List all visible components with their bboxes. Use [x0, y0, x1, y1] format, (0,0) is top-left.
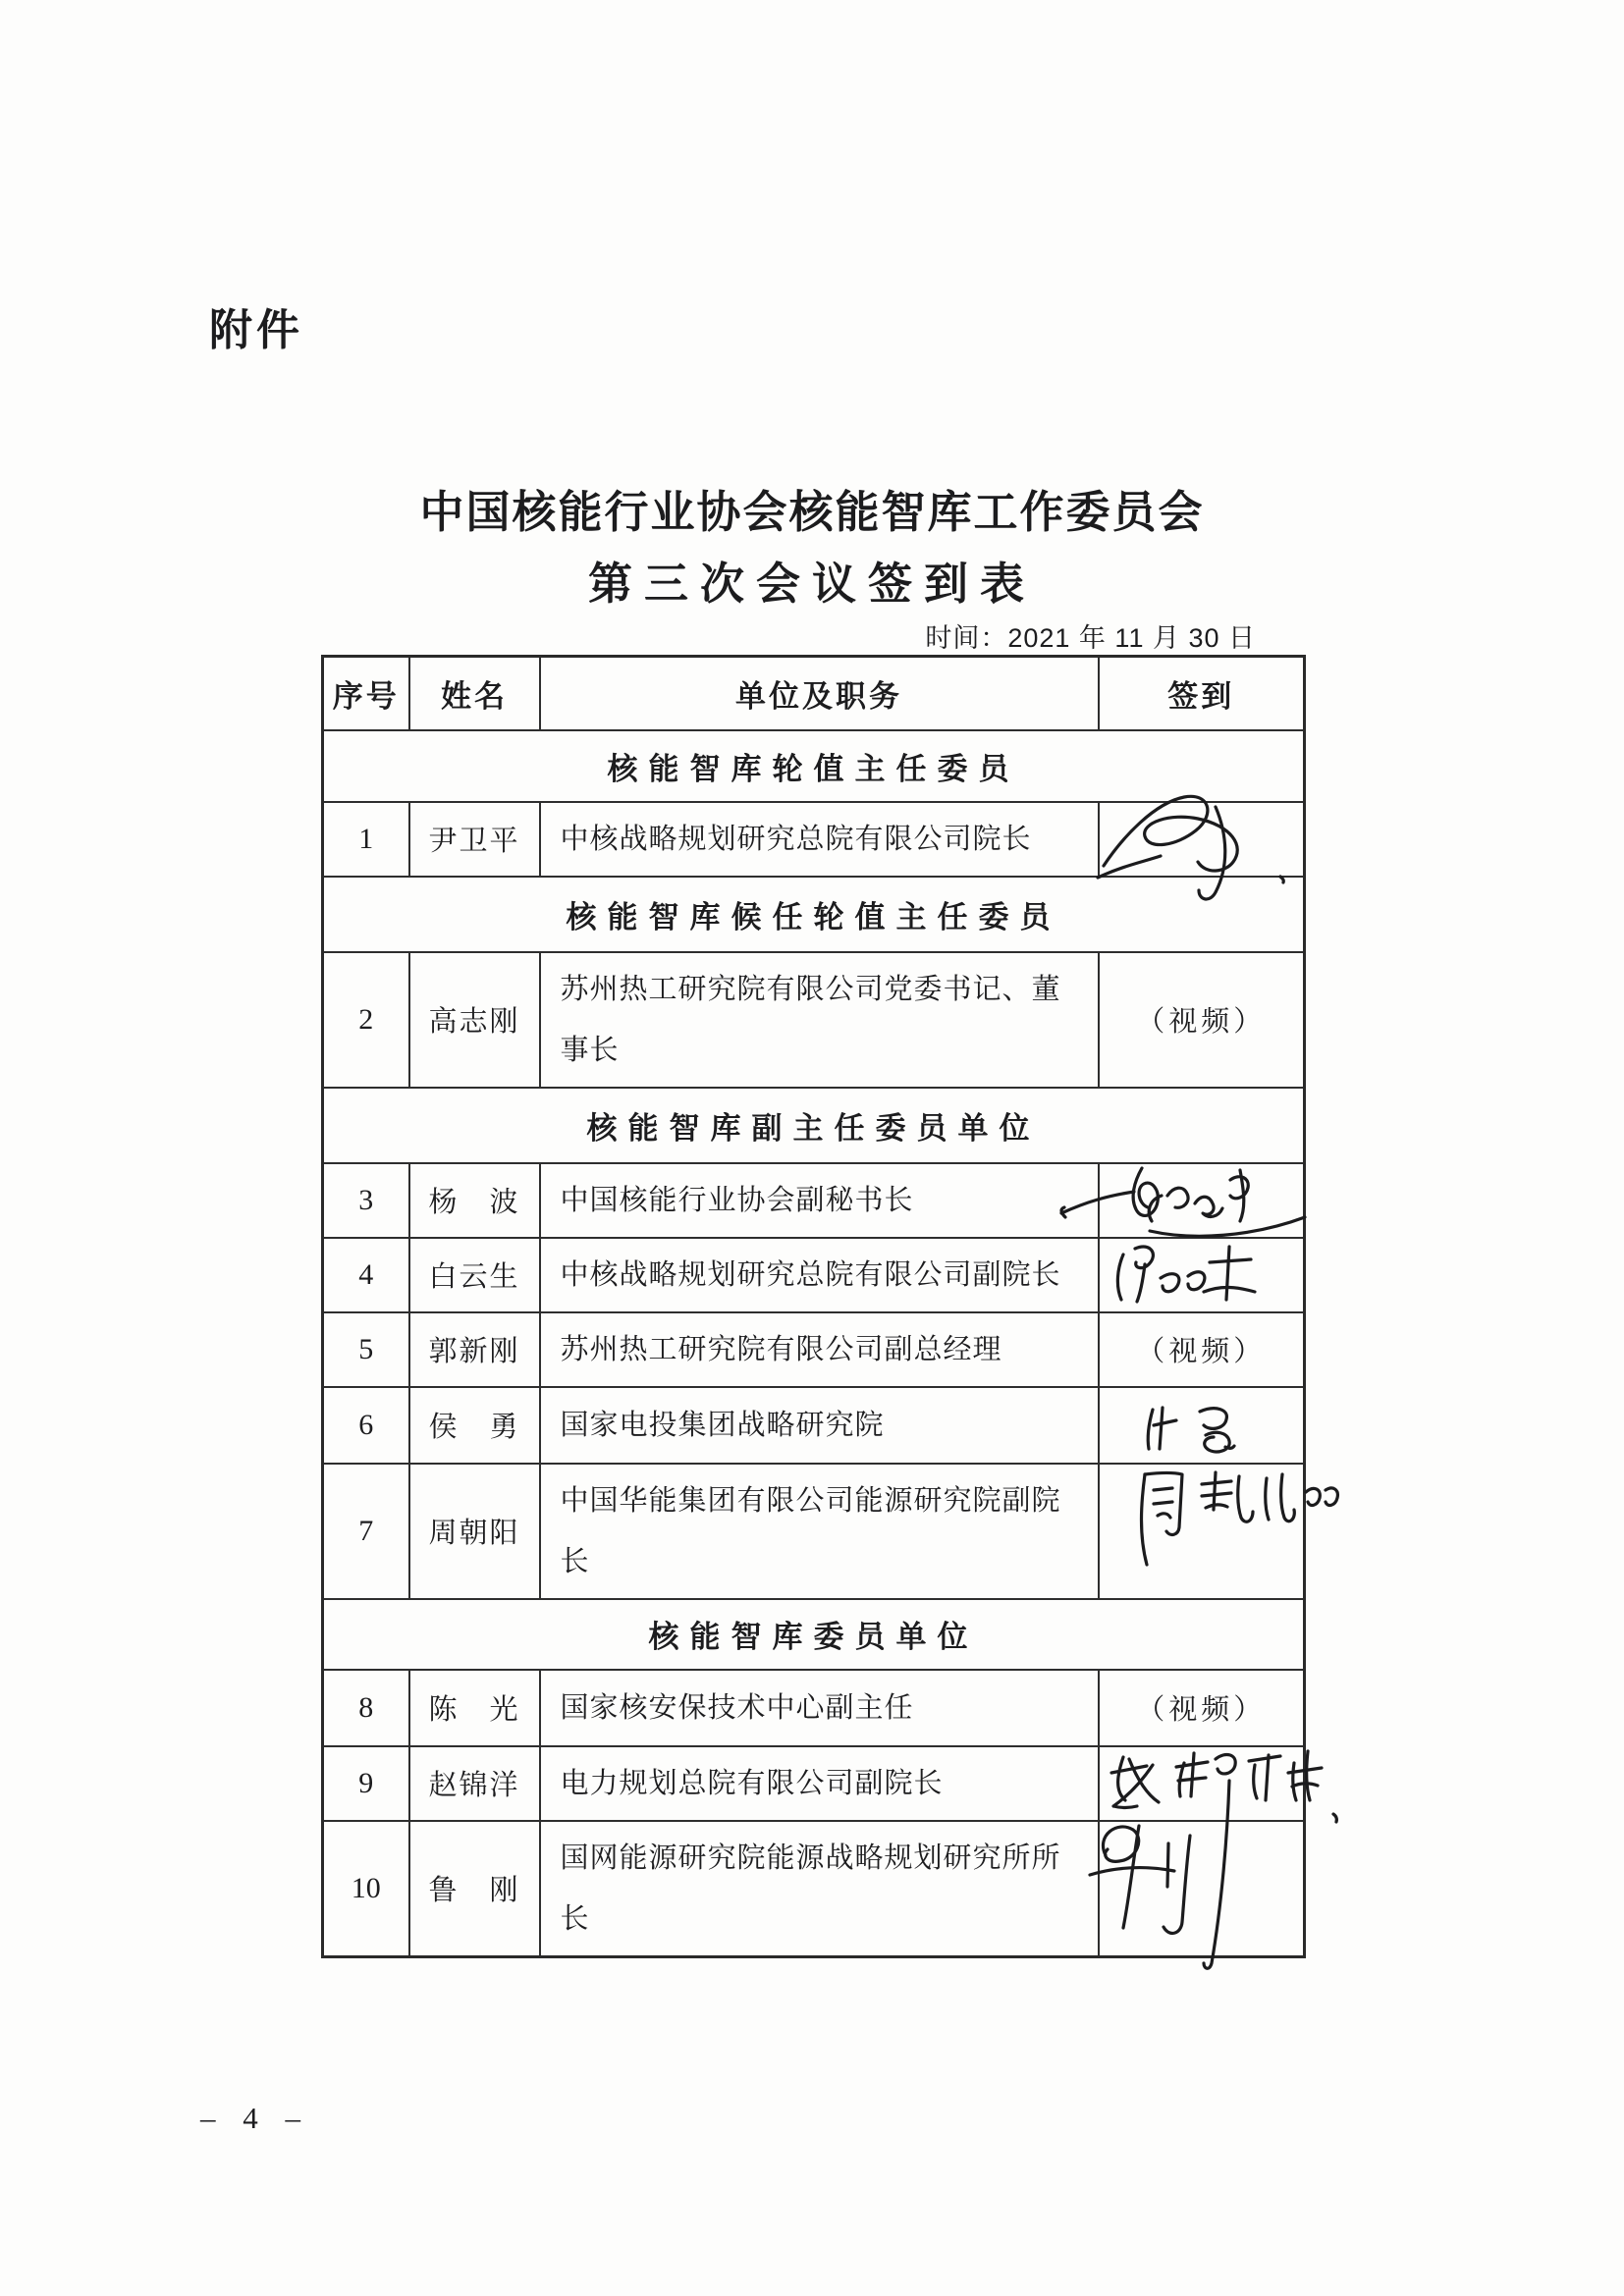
table-header-row [323, 657, 1305, 730]
cell-sign [1099, 1746, 1305, 1821]
table-row [323, 1746, 1305, 1821]
cell-sign [1099, 1163, 1305, 1238]
section-label: 核能智库轮值主任委员 [323, 730, 1305, 802]
cell-name: 高志刚 [409, 952, 540, 1088]
attachment-label: 附件 [209, 306, 303, 354]
cell-index: 7 [323, 1464, 409, 1599]
document-title [321, 488, 1303, 609]
cell-index: 9 [323, 1746, 409, 1821]
cell-name: 陈 光 [409, 1670, 540, 1746]
cell-name: 杨 波 [409, 1163, 540, 1238]
table-row [323, 1821, 1305, 1957]
section-label: 核能智库副主任委员单位 [323, 1088, 1305, 1163]
page-number: – 4 – [200, 2101, 310, 2135]
header-sign: 签到 [1099, 657, 1305, 730]
cell-sign [1099, 802, 1305, 877]
cell-unit: 中核战略规划研究总院有限公司院长 [540, 802, 1099, 877]
section-row [323, 877, 1305, 952]
sign-text: （视频） [1136, 1336, 1267, 1367]
table-row [323, 1670, 1305, 1746]
signature-zhou-chaoyang-icon [1127, 1463, 1353, 1575]
cell-index: 8 [323, 1670, 409, 1746]
cell-name: 赵锦洋 [409, 1746, 540, 1821]
section-row [323, 1088, 1305, 1163]
cell-name: 周朝阳 [409, 1464, 540, 1599]
signature-hou-yong-icon [1141, 1400, 1278, 1459]
cell-name: 尹卫平 [409, 802, 540, 877]
section-row [323, 1599, 1305, 1670]
table-row [323, 1163, 1305, 1238]
cell-name: 鲁 刚 [409, 1821, 540, 1957]
cell-unit: 国网能源研究院能源战略规划研究所所长 [540, 1821, 1099, 1957]
cell-sign [1099, 1464, 1305, 1599]
cell-sign [1099, 952, 1305, 1088]
section-label: 核能智库委员单位 [323, 1599, 1305, 1670]
sign-text: （视频） [1136, 1694, 1267, 1726]
header-name: 姓名 [409, 657, 540, 730]
table-row [323, 802, 1305, 877]
section-label: 核能智库候任轮值主任委员 [323, 877, 1305, 952]
cell-index: 3 [323, 1163, 409, 1238]
cell-unit: 苏州热工研究院有限公司副总经理 [540, 1312, 1099, 1387]
cell-index: 5 [323, 1312, 409, 1387]
cell-unit: 中国核能行业协会副秘书长 [540, 1163, 1099, 1238]
cell-unit: 国家核安保技术中心副主任 [540, 1670, 1099, 1746]
sign-in-table [321, 655, 1306, 1958]
header-index: 序号 [323, 657, 409, 730]
table-row [323, 1238, 1305, 1312]
signature-lu-gang-icon [1072, 1812, 1269, 1949]
cell-index: 4 [323, 1238, 409, 1312]
cell-index: 1 [323, 802, 409, 877]
cell-name: 郭新刚 [409, 1312, 540, 1387]
cell-unit: 国家电投集团战略研究院 [540, 1387, 1099, 1464]
cell-sign [1099, 1821, 1305, 1957]
cell-unit: 电力规划总院有限公司副院长 [540, 1746, 1099, 1821]
cell-index: 2 [323, 952, 409, 1088]
cell-sign [1099, 1312, 1305, 1387]
table-row [323, 1387, 1305, 1464]
cell-index: 10 [323, 1821, 409, 1957]
title-line-2: 第三次会议签到表 [587, 560, 1036, 609]
sign-text: （视频） [1136, 1006, 1267, 1038]
cell-unit: 中核战略规划研究总院有限公司副院长 [540, 1238, 1099, 1312]
cell-sign [1099, 1670, 1305, 1746]
table-row [323, 952, 1305, 1088]
cell-name: 侯 勇 [409, 1387, 540, 1464]
table-row [323, 1312, 1305, 1387]
table-row [323, 1464, 1305, 1599]
cell-name: 白云生 [409, 1238, 540, 1312]
title-line-1: 中国核能行业协会核能智库工作委员会 [419, 488, 1205, 537]
cell-unit: 苏州热工研究院有限公司党委书记、董事长 [540, 952, 1099, 1088]
header-unit: 单位及职务 [540, 657, 1099, 730]
section-row [323, 730, 1305, 802]
cell-index: 6 [323, 1387, 409, 1464]
cell-sign [1099, 1387, 1305, 1464]
meeting-time: 时间：2021 年 11 月 30 日 [925, 623, 1256, 653]
cell-sign [1099, 1238, 1305, 1312]
cell-unit: 中国华能集团有限公司能源研究院副院长 [540, 1464, 1099, 1599]
